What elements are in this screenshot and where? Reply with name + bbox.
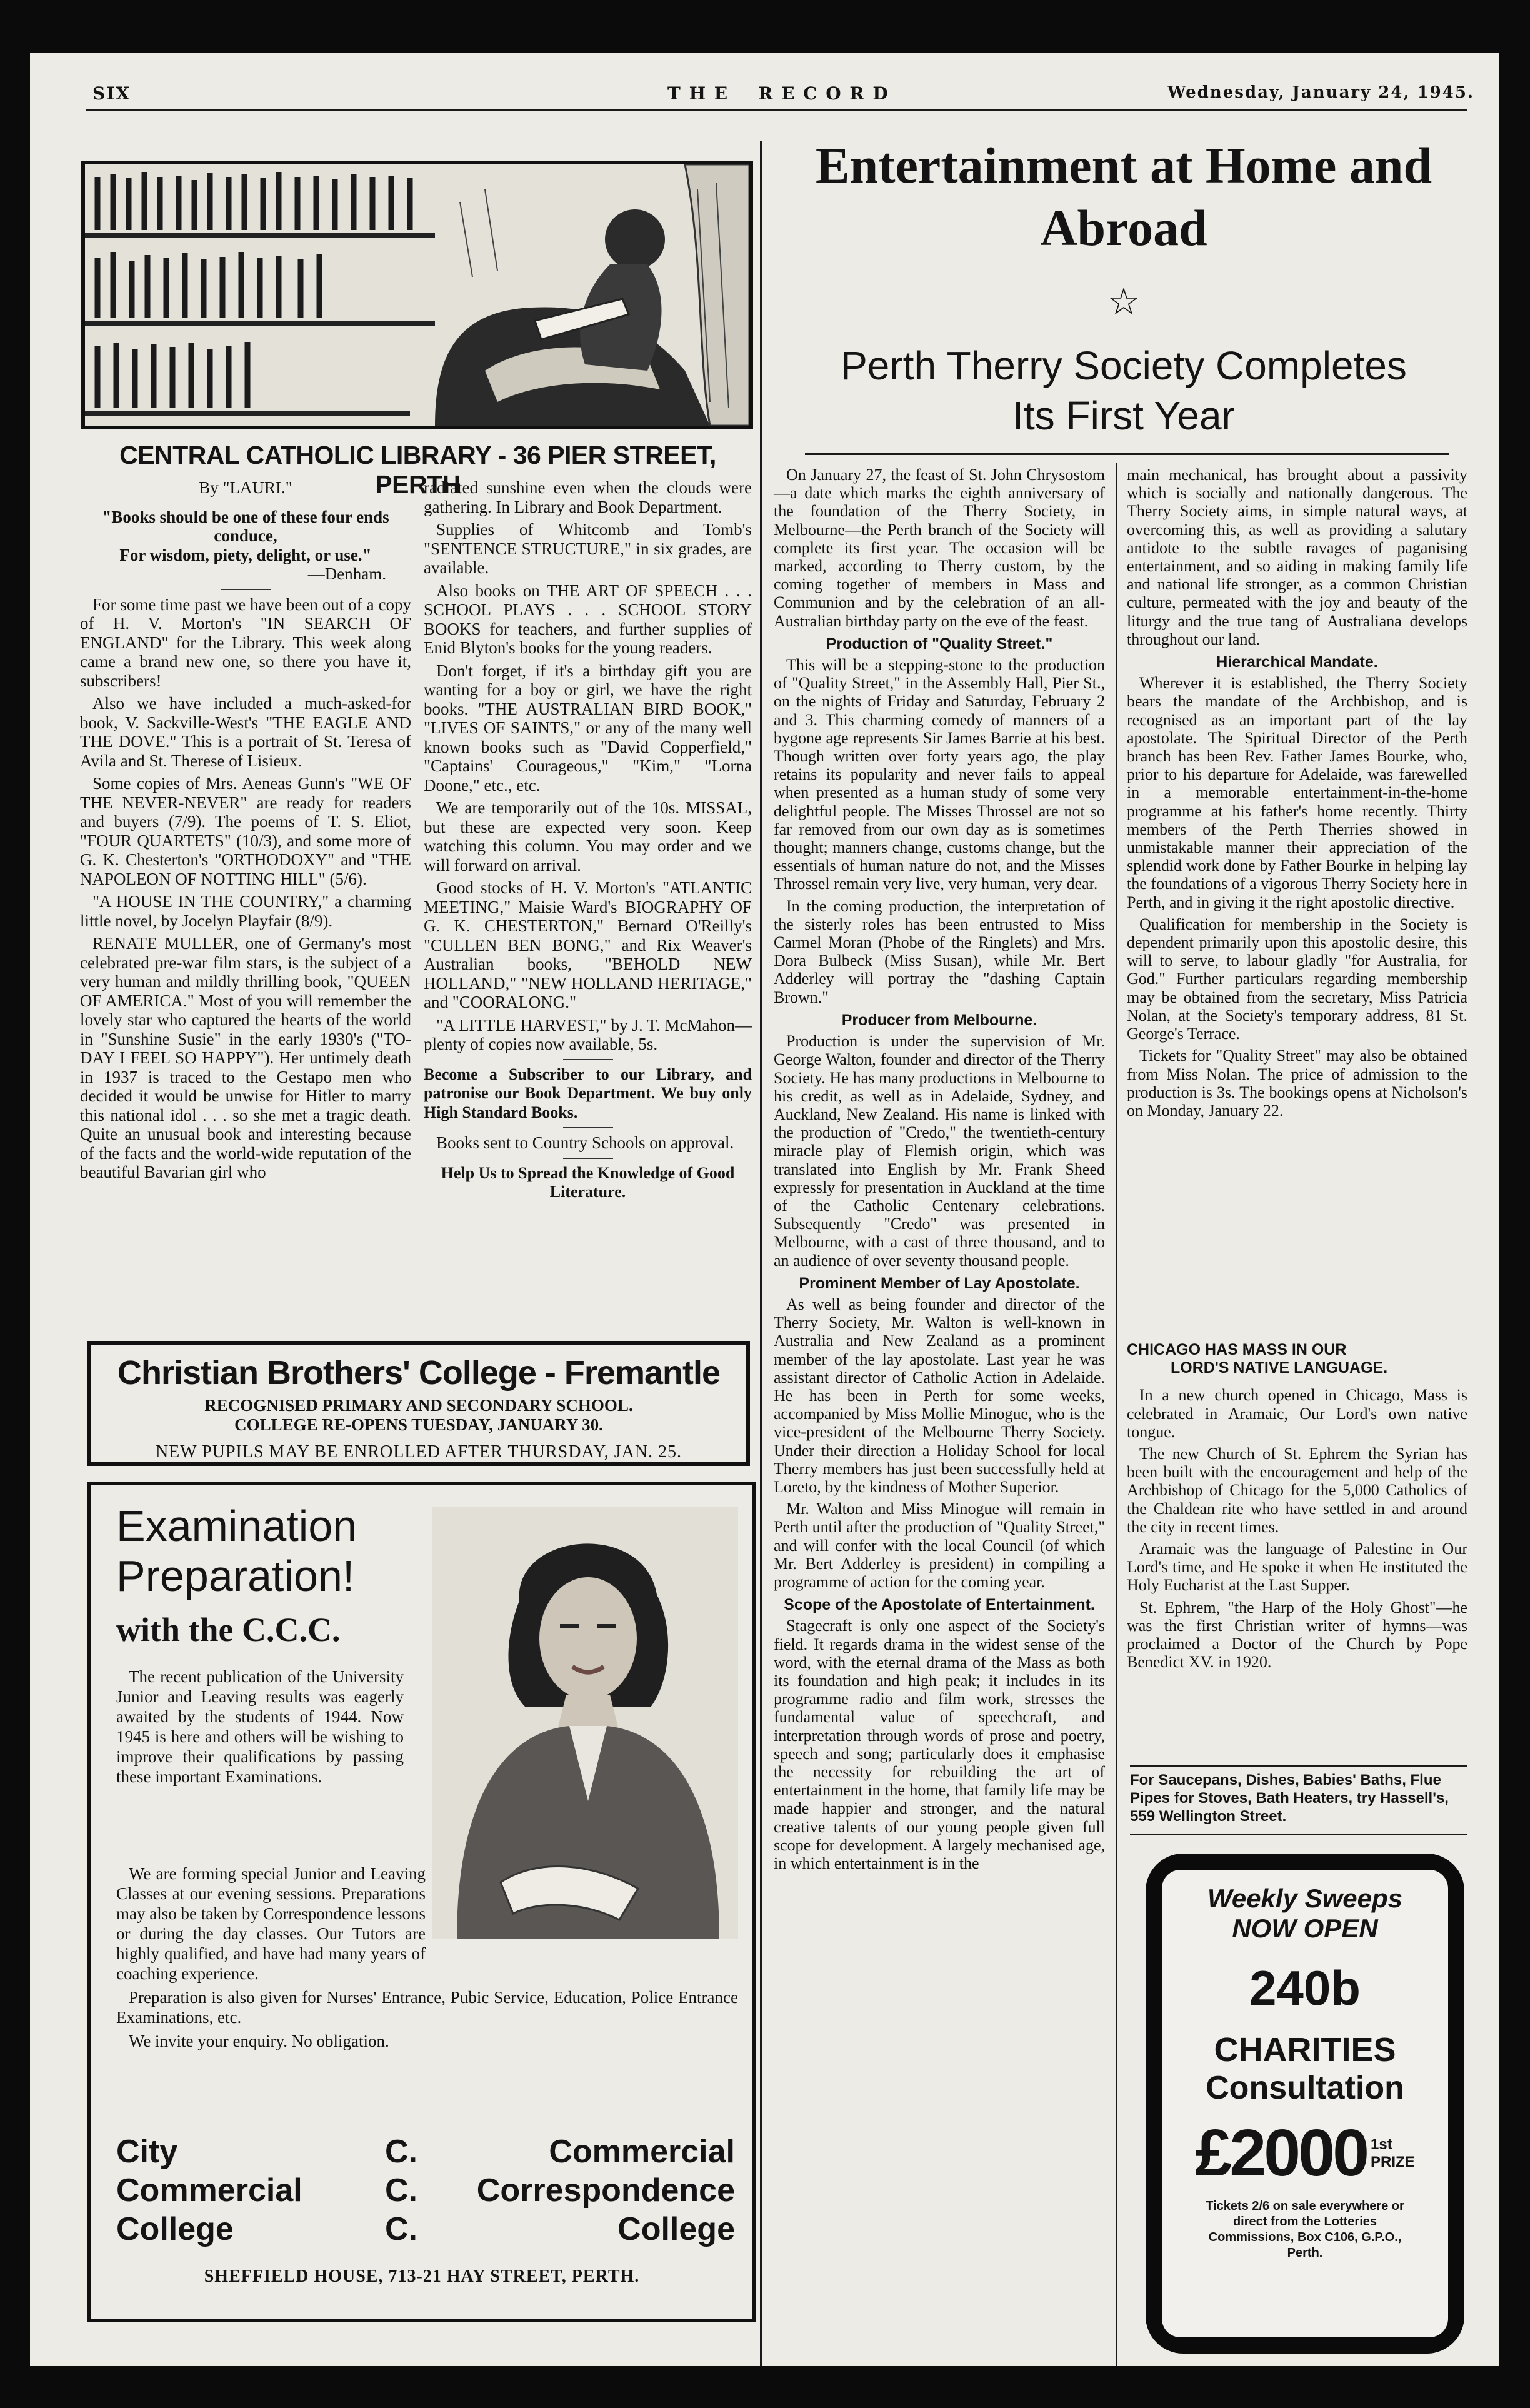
feature-subheadline-line-2: Its First Year: [1012, 393, 1235, 438]
ccc-word: Correspondence: [476, 2172, 735, 2209]
chicago-paragraph: St. Ephrem, "the Harp of the Holy Ghost"—he was the first Christian writer of hymns—was proclaimed a Doctor of the Church by Pope Benedict XV. in 1920.: [1127, 1598, 1468, 1672]
chicago-paragraph: The new Church of St. Ephrem the Syrian has been built with the encouragement and help of the Archbishop of Chicago for the 5,000 Catholics of the Chaldean rite who have settled in and around the city in recent times.: [1127, 1445, 1468, 1536]
divider: [563, 1158, 613, 1159]
library-paragraph: Also books on THE ART OF SPEECH . . . SCHOOL PLAYS . . . SCHOOL STORY BOOKS for teachers, and further supplies of Enid Blyton's books for the young readers.: [424, 581, 752, 657]
library-column-1: [80, 478, 411, 1186]
library-paragraph: radiated sunshine even when the clouds were gathering. In Library and Book Department.: [424, 478, 752, 516]
library-reading-illustration: [85, 164, 749, 426]
feature-paragraph: In the coming production, the interpretation of the sisterly roles has been entrusted to Miss Carmel Moran (Phobe of the Ringlets) and Mrs. Dora Bulbeck (Miss Susan), while Mr. Bert Adderley will portray the "dashing Captain Brown.": [774, 896, 1105, 1006]
feature-headline: [774, 134, 1474, 259]
ccc-word: Commercial: [116, 2172, 302, 2209]
library-paragraph: Good stocks of H. V. Morton's "ATLANTIC MEETING," Maisie Ward's BIOGRAPHY OF G. K. CHESTERTON," Bernard O'Reilly's "CULLEN BEN BONG," and Rix Weaver's Australian books, "BEHOLD NEW HOLLAND," "NEW HOLLAND HERITAGE," and "COORALONG.": [424, 878, 752, 1011]
feature-subhead: Scope of the Apostolate of Entertainment.: [784, 1596, 1095, 1614]
feature-column-divider: [1116, 463, 1118, 2366]
ccc-paragraph: We invite your enquiry. No obligation.: [129, 2032, 389, 2050]
ccc-right-column: [448, 2132, 735, 2249]
divider: [1130, 1765, 1468, 1767]
library-byline: By "LAURI.": [199, 478, 292, 497]
feature-paragraph: Mr. Walton and Miss Minogue will remain in Perth until after the production of "Quality Street," and will confer with the local Council (of which Mr. Bert Adderley is president) in compiling a programme of action for the coming year.: [774, 1500, 1105, 1591]
library-paragraph: "A HOUSE IN THE COUNTRY," a charming little novel, by Jocelyn Playfair (8/9).: [80, 892, 411, 930]
issue-date: Wednesday, January 24, 1945.: [1168, 83, 1474, 102]
library-title: CENTRAL CATHOLIC LIBRARY - 36 PIER STREET, PERTH: [119, 441, 716, 499]
sweeps-panel: [1162, 1870, 1448, 2337]
ccc-word: City: [116, 2134, 178, 2170]
sweeps-fineprint: Tickets 2/6 on sale everywhere or direct from the Lotteries Commissions, Box C106, G.P.O., Perth.: [1206, 2199, 1404, 2260]
chicago-headline-1: CHICAGO HAS MASS IN OUR: [1127, 1341, 1347, 1358]
ccc-heading: [116, 1501, 357, 1601]
ccc-paragraph: Preparation is also given for Nurses' Entrance, Pubic Service, Education, Police Entrance Examinations, etc.: [116, 1988, 738, 2027]
ccc-advertisement: [88, 1482, 756, 2322]
library-paragraph: "A LITTLE HARVEST," by J. T. McMahon—plenty of copies now available, 5s.: [424, 1015, 752, 1053]
feature-paragraph: main mechanical, has brought about a passivity which is socially and nationally dangerous. The Therry Society aims, in simple natural ways, at overcoming this, as well as providing a salutary antidote to the subtle ravages of paganising entertainment, and so aiding in making family life and national life stronger, as a common Christian culture, permeated with the joy and beauty of the liturgy and the true tang of Australiana develops throughout our land.: [1127, 466, 1468, 648]
feature-subheadline-line-1: Perth Therry Society Completes: [841, 343, 1407, 388]
feature-subhead: Production of "Quality Street.": [826, 635, 1053, 653]
library-paragraph: We are temporarily out of the 10s. MISSAL, but these are expected very soon. Keep watching this column. You may order and we will forward on arrival.: [424, 798, 752, 875]
library-column-2: [424, 478, 752, 1206]
library-paragraph: RENATE MULLER, one of Germany's most celebrated pre-war film stars, is the subject of a very human and mildly thrilling book, "QUEEN OF AMERICA." Most of you will remember the lovely star who captured the hearts of the world in "Sunshine Susie" in the early 1930's ("TO-DAY I FEEL SO HAPPY"). Her untimely death in 1937 is traced to the Gestapo men who decided it would be unwise for Hitler to marry this national idol . . . so she met a tragic death. Quite an unusual book and interesting because of the facts and the world-wide reputation of the beautiful Bavarian girl who: [80, 934, 411, 1181]
ccc-body: [116, 1864, 738, 2055]
feature-subhead: Hierarchical Mandate.: [1216, 653, 1378, 671]
ccc-address: SHEFFIELD HOUSE, 713-21 HAY STREET, PERTH.: [204, 2267, 640, 2286]
divider: [221, 589, 271, 590]
feature-paragraph: Qualification for membership in the Society is dependent primarily upon this apostolic desire, this will to serve, to labour gladly "for Australia, for God." Further particulars regarding membership may be obtained from the secretary, Miss Patricia Nolan, at the Society's temporary address, 81 St. George's Terrace.: [1127, 915, 1468, 1043]
sweeps-line-5: Consultation: [1206, 2070, 1404, 2106]
feature-paragraph: On January 27, the feast of St. John Chrysostom—a date which marks the eighth anniversary of the foundation of the Therry Society, in Melbourne—the Perth branch of the Society will complete its first year. The occasion will be marked, according to Therry custom, by the coming together of members in Mass and Communion and by the celebration of an all-Australian birthday party on the eve of the feast.: [774, 466, 1105, 630]
chicago-article: [1127, 1341, 1468, 1675]
cbc-title: Christian Brothers' College - Fremantle: [117, 1354, 721, 1392]
divider: [563, 1059, 613, 1060]
ccc-heading-line-3: with the C.C.C.: [116, 1611, 341, 1648]
feature-paragraph: As well as being founder and director of the Therry Society, Mr. Walton is well-known in Australia and New Zealand as a prominent member of the lay apostolate. Last year he was assistant director of Catholic Action in Adelaide. He has been in Perth for some weeks, accompanied by Miss Mollie Minogue, who is the vice-president of the Melbourne Therry Society. Under their direction a Holiday School for local Therry members has just been successfully held at Loreto, by the kindness of Mother Superior.: [774, 1295, 1105, 1496]
ccc-initial: C.: [385, 2211, 418, 2247]
feature-paragraph: Tickets for "Quality Street" may also be obtained from Miss Nolan. The price of admission to the production is 3s. The bookings opens at Nicholson's on Monday, January 22.: [1127, 1046, 1468, 1120]
sweeps-prize-amount: £2000: [1195, 2116, 1368, 2190]
sweeps-first: 1st: [1371, 2135, 1392, 2153]
divider: [1130, 1834, 1468, 1835]
divider: [563, 1127, 613, 1128]
feature-paragraph: This will be a stepping-stone to the production of "Quality Street," in the Assembly Hall, Pier St., on the nights of Friday and Saturday, February 2 and 3. This charming comedy of manners of a bygone age represents Sir James Barrie at his best. Though written over forty years ago, the play retains its popularity and never fails to appeal when presented as a human study of some very delightful people. The Misses Throssel are not so far removed from our own day as is sometimes thought; manners change, customs change, but the essentials of human nature do not, and the Misses Throssel remain very live, very human, very dear.: [774, 656, 1105, 893]
sweeps-prize-word: PRIZE: [1371, 2153, 1415, 2170]
ccc-heading-line-2: Preparation!: [116, 1552, 355, 1600]
ccc-initial: C.: [385, 2172, 418, 2209]
sweeps-line-2: NOW OPEN: [1232, 1914, 1378, 1943]
ccc-paragraph: We are forming special Junior and Leaving Classes at our evening sessions. Preparations may also be taken by Correspondence lessons or during the day classes. Our Tutors are highly qualified, and have had many years of coaching experience.: [116, 1864, 426, 1983]
chicago-paragraph: In a new church opened in Chicago, Mass is celebrated in Aramaic, Our Lord's own native tongue.: [1127, 1386, 1468, 1441]
library-paragraph: Supplies of Whitcomb and Tomb's "SENTENCE STRUCTURE," in six grades, are available.: [424, 520, 752, 577]
epigraph-line-1: "Books should be one of these four ends conduce,: [102, 507, 389, 545]
feature-paragraph: Wherever it is established, the Therry Society bears the mandate of the Archbishop, and is recognised as an important part of the lay apostolate. The Spiritual Director of the Perth branch has been Rev. Father James Bourke, who, prior to his departure for Adelaide, was farewelled in a memorable entertainment-in-the-home programme at his father's home recently. Thirty members of the Perth Therries showed in unmistakable manner their appreciation of the splendid work done by Father Bourke in helping lay the foundations of a vigorous Therry Society here in Perth, and in giving it the right apostolic directive.: [1127, 674, 1468, 911]
star-icon: ☆: [1107, 281, 1141, 323]
chicago-headline-2: LORD'S NATIVE LANGUAGE.: [1171, 1359, 1388, 1377]
ccc-intro: [116, 1667, 404, 1790]
folio-rule: [86, 109, 1468, 111]
sweeps-number: 240b: [1249, 1960, 1361, 2015]
feature-subheadline: [774, 341, 1474, 441]
ccc-word: College: [618, 2211, 735, 2247]
epigraph-line-2: For wisdom, piety, delight, or use.": [119, 545, 372, 564]
feature-headline-line-1: Entertainment at Home and: [815, 137, 1432, 194]
epigraph-attribution: —Denham.: [308, 564, 386, 583]
cbc-advertisement: [88, 1341, 750, 1466]
ccc-word: Commercial: [549, 2134, 735, 2170]
feature-subhead: Producer from Melbourne.: [841, 1011, 1038, 1029]
ccc-word: College: [116, 2211, 234, 2247]
cbc-line-1: RECOGNISED PRIMARY AND SECONDARY SCHOOL.: [204, 1396, 633, 1415]
cbc-line-2: COLLEGE RE-OPENS TUESDAY, JANUARY 30.: [234, 1415, 603, 1434]
subscribe-notice: Become a Subscriber to our Library, and patronise our Book Department. We buy only High Standard Books.: [424, 1065, 752, 1121]
feature-column-1: [774, 466, 1105, 1876]
feature-headline-line-2: Abroad: [1040, 199, 1208, 256]
page-number: SIX: [92, 83, 131, 104]
ccc-paragraph: The recent publication of the University Junior and Leaving results was eagerly awaited by the students of 1944. Now 1945 is here and others will be wishing to improve their qualifications by passing these important Examinations.: [116, 1667, 404, 1786]
library-illustration: [81, 161, 753, 429]
library-paragraph: Some copies of Mrs. Aeneas Gunn's "WE OF THE NEVER-NEVER" are ready for readers and buyers (7/9). The poems of T. S. Eliot, "FOUR QUARTETS" (10/3), and some more of G. K. Chesterton's "ORTHODOXY" and "THE NAPOLEON OF NOTTING HILL" (5/6).: [80, 774, 411, 888]
sweeps-advertisement: [1146, 1854, 1464, 2354]
feature-paragraph: Production is under the supervision of Mr. George Walton, founder and director of the Therry Society. He has many productions in Melbourne to his credit, as well as in Adelaide, Sydney, and Auckland, New Zealand. His name is linked with the production of "Credo," the twentieth-century miracle play of Flemish origin, which was translated into English by Mr. Frank Sheed expressly for presentation in Auckland at the time of the Catholic Centenary celebrations. Subsequently "Credo" was presented in Melbourne, with a cast of three thousand, and to an audience of over seventy thousand people.: [774, 1032, 1105, 1270]
ccc-middle-column: [385, 2132, 448, 2249]
newspaper-page: [30, 53, 1499, 2366]
column-divider: [760, 141, 762, 2366]
sweeps-line-1: Weekly Sweeps: [1207, 1884, 1403, 1913]
ccc-left-column: [116, 2132, 385, 2249]
hassell-advertisement: For Saucepans, Dishes, Babies' Baths, Flue Pipes for Stoves, Bath Heaters, try Hassell's, 559 Wellington Street.: [1130, 1772, 1449, 1825]
cbc-line-3: NEW PUPILS MAY BE ENROLLED AFTER THURSDAY, JAN. 25.: [155, 1442, 682, 1462]
sweeps-prize: [1162, 2115, 1448, 2191]
feature-rule: [805, 453, 1449, 455]
library-paragraph: Also we have included a much-asked-for book, V. Sackville-West's "THE EAGLE AND THE DOVE." This is a portrait of St. Teresa of Avila and St. Therese of Lisieux.: [80, 694, 411, 770]
masthead: T H E R E C O R D: [668, 83, 889, 104]
sweeps-line-4: CHARITIES: [1214, 2031, 1396, 2069]
library-paragraph: Don't forget, if it's a birthday gift you are wanting for a boy or girl, we have the right books. "THE AUSTRALIAN BIRD BOOK," "LIVES OF SAINTS," or any of the many well known books such as "David Copperfield," "Captains' Courageous," "Kim," "Lorna Doone," etc., etc.: [424, 661, 752, 795]
feature-column-2: [1127, 466, 1468, 1123]
help-notice: Help Us to Spread the Knowledge of Good Literature.: [441, 1163, 735, 1201]
ccc-name-grid: [116, 2132, 735, 2249]
feature-paragraph: Stagecraft is only one aspect of the Society's field. It regards drama in the widest sense of the word, with the eternal drama of the Mass as both its foundation and high peak; it includes in its programme radio and film work, stresses the fundamental value of speechcraft, and interpretation through words of prose and poetry, speech and song; particularly does it emphasise the necessity for rebuilding the art of entertainment in the home, that family life may be made happier and stronger, and the natural creative talents of our young people given full scope for development. A largely mechanised age, in which entertainment is in the: [774, 1617, 1105, 1873]
chicago-paragraph: Aramaic was the language of Palestine in Our Lord's time, and He spoke it when He instituted the Holy Eucharist at the Last Supper.: [1127, 1540, 1468, 1595]
ccc-initial: C.: [385, 2134, 418, 2170]
country-notice: Books sent to Country Schools on approval.: [436, 1133, 734, 1152]
feature-subhead: Prominent Member of Lay Apostolate.: [799, 1274, 1080, 1292]
library-paragraph: For some time past we have been out of a copy of H. V. Morton's "IN SEARCH OF ENGLAND" for the Library. This week along came a brand new one, so there you have it, subscribers!: [80, 594, 411, 690]
sweeps-prize-label: [1371, 2136, 1415, 2171]
ccc-heading-line-1: Examination: [116, 1502, 358, 1550]
